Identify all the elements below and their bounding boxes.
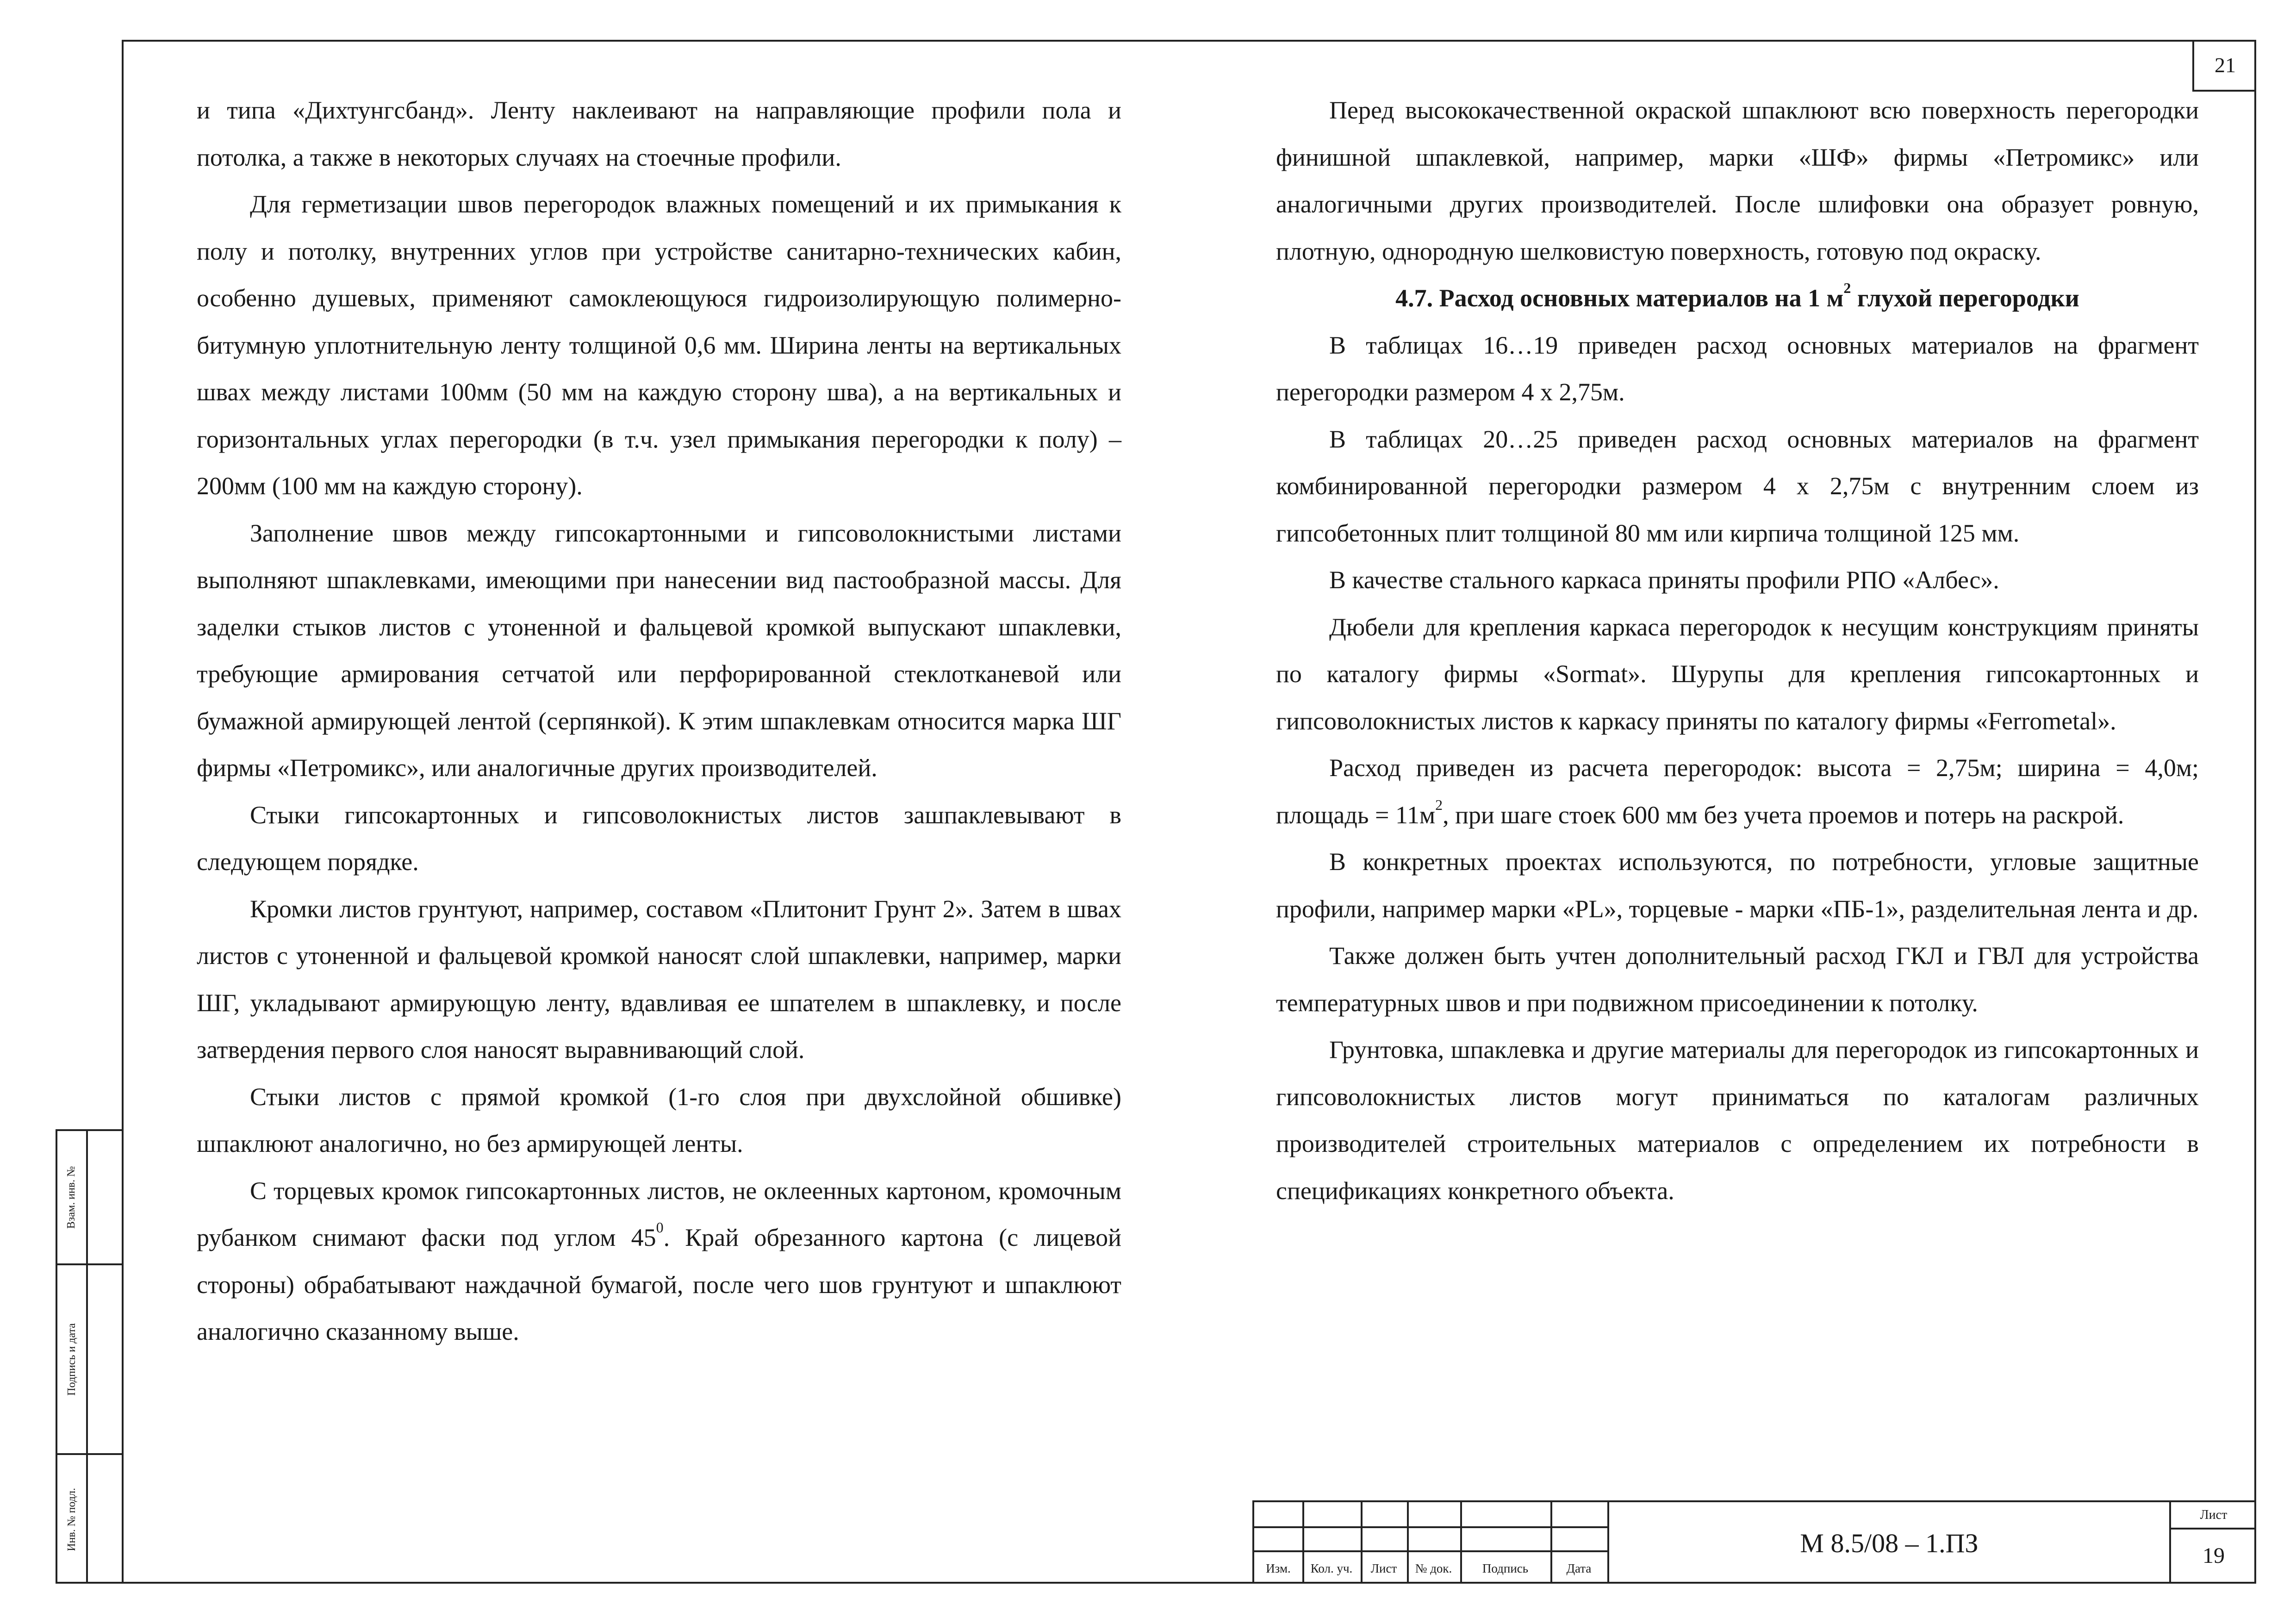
paragraph: Также должен быть учтен дополнительный расход ГКЛ и ГВЛ для устройства температурных швов и при подвижном присоединении к потолку.: [1276, 942, 2199, 1017]
paragraph: и типа «Дихтунгсбанд». Ленту наклеивают на направляющие профили пола и потолка, а также в некоторых случаях на стоечные профили.: [197, 96, 1121, 171]
right-text-column: [1276, 87, 2199, 1214]
document-code: М 8.5/08 – 1.ПЗ: [1607, 1500, 2169, 1584]
side-cell-inventory: [57, 1455, 122, 1584]
paragraph: Заполнение швов между гипсокартонными и гипсоволокнистыми листами выполняют шпаклевками, имеющими при нанесении вид пастообразной массы. Для заделки стыков листов с утоненной и фальцевой кромкой выпускают шпаклевки, требующие армирования сетчатой или перфорированной стеклотканевой или бумажной армирующей лентой (серпянкой). К этим шпаклевкам относится марка ШГ фирмы «Петромикс», или аналогичные других производителей.: [197, 519, 1121, 782]
paragraph: С торцевых кромок гипсокартонных листов, не оклеенных картоном, кромочным рубанком снимают фаски под углом $45^0$. Край обрезанного картона (с лицевой стороны) обрабатывают наждачной бумагой, после чего шов грунтуют и шпаклюют аналогично сказанному выше.: [197, 1176, 1121, 1345]
side-cell-signature: [57, 1265, 122, 1455]
paragraph: Грунтовка, шпаклевка и другие материалы для перегородок из гипсокартонных и гипсоволокнистых листов могут приниматься по каталогам различных производителей строительных материалов с определением их потребности в спецификациях конкретного объекта.: [1276, 1036, 2199, 1205]
paragraph: В качестве стального каркаса приняты профили РПО «Албес».: [1329, 566, 1999, 594]
col-podpis-label: Подпись: [1482, 1561, 1529, 1575]
paragraph: Стыки гипсокартонных и гипсоволокнистых листов зашпаклевывают в следующем порядке.: [197, 801, 1121, 876]
col-izm-label: Изм.: [1266, 1561, 1291, 1575]
col-kol-label: Кол. уч.: [1310, 1561, 1353, 1575]
sheet-box: [2169, 1500, 2256, 1584]
side-label-replacement: Взам. инв. №: [65, 1166, 78, 1229]
side-stamp-strip: [56, 1129, 122, 1584]
paragraph: Расход приведен из расчета перегородок: высота = 2,75м; ширина = 4,0м; площадь = $11м^2$, при шаге стоек 600 мм без учета проемов и потерь на раскрой.: [1276, 754, 2199, 829]
page-number-top: 21: [2192, 40, 2256, 92]
paragraph: Дюбели для крепления каркаса перегородок к несущим конструкциям приняты по каталогу фирмы «Sormat». Шурупы для крепления гипсокартонных и гипсоволокнистых листов к каркасу приняты по каталогу фирмы «Ferrometal».: [1276, 613, 2199, 735]
col-ndok-label: № док.: [1415, 1561, 1452, 1575]
paragraph: В таблицах 16…19 приведен расход основных материалов на фрагмент перегородки размером 4 х 2,75м.: [1276, 331, 2199, 406]
side-label-signature: Подпись и дата: [65, 1323, 78, 1396]
paragraph: В конкретных проектах используются, по потребности, угловые защитные профили, например марки «PL», торцевые - марки «ПБ-1», разделительная лента и др.: [1276, 848, 2199, 923]
title-block: [1252, 1500, 2256, 1584]
sheet-number: 19: [2203, 1543, 2225, 1568]
revision-table: [1252, 1500, 1607, 1584]
paragraph: Кромки листов грунтуют, например, составом «Плитонит Грунт 2». Затем в швах листов с утоненной и фальцевой кромкой наносят слой шпаклевки, например, марки ШГ, укладывают армирующую ленту, вдавливая ее шпателем в шпаклевку, и после затвердения первого слоя наносят выравнивающий слой.: [197, 895, 1121, 1063]
side-label-inventory: Инв. № подл.: [65, 1487, 78, 1551]
paragraph: Перед высококачественной окраской шпаклюют всю поверхность перегородки финишной шпаклевкой, например, марки «ШФ» фирмы «Петромикс» или аналогичными других производителей. После шлифовки она образует ровную, плотную, однородную шелковистую поверхность, готовую под окраску.: [1276, 96, 2199, 265]
paragraph: Стыки листов с прямой кромкой (1-го слоя при двухслойной обшивке) шпаклюют аналогично, но без армирующей ленты.: [197, 1082, 1121, 1157]
col-list-label: Лист: [1370, 1561, 1397, 1575]
sheet-caption: Лист: [2171, 1502, 2256, 1530]
left-text-column: [197, 87, 1121, 1356]
paragraph: В таблицах 20…25 приведен расход основных материалов на фрагмент комбинированной перегородки размером 4 х 2,75м с внутренним слоем из гипсобетонных плит толщиной 80 мм или кирпича толщиной 125 мм.: [1276, 425, 2199, 547]
col-data-label: Дата: [1566, 1561, 1592, 1575]
section-heading: 4.7. Расход основных материалов на 1 $м^2$ глухой перегородки: [1395, 280, 2079, 312]
paragraph: Для герметизации швов перегородок влажных помещений и их примыкания к полу и потолку, внутренних углов при устройстве санитарно-технических кабин, особенно душевых, применяют самоклеющуюся гидроизолирующую полимерно-битумную уплотнительную ленту толщиной 0,6 мм. Ширина ленты на вертикальных швах между листами 100мм (50 мм на каждую сторону шва), а на вертикальных и горизонтальных углах перегородки (в т.ч. узел примыкания перегородки к полу) – 200мм (100 мм на каждую сторону).: [197, 190, 1121, 500]
side-cell-replacement: [57, 1131, 122, 1265]
